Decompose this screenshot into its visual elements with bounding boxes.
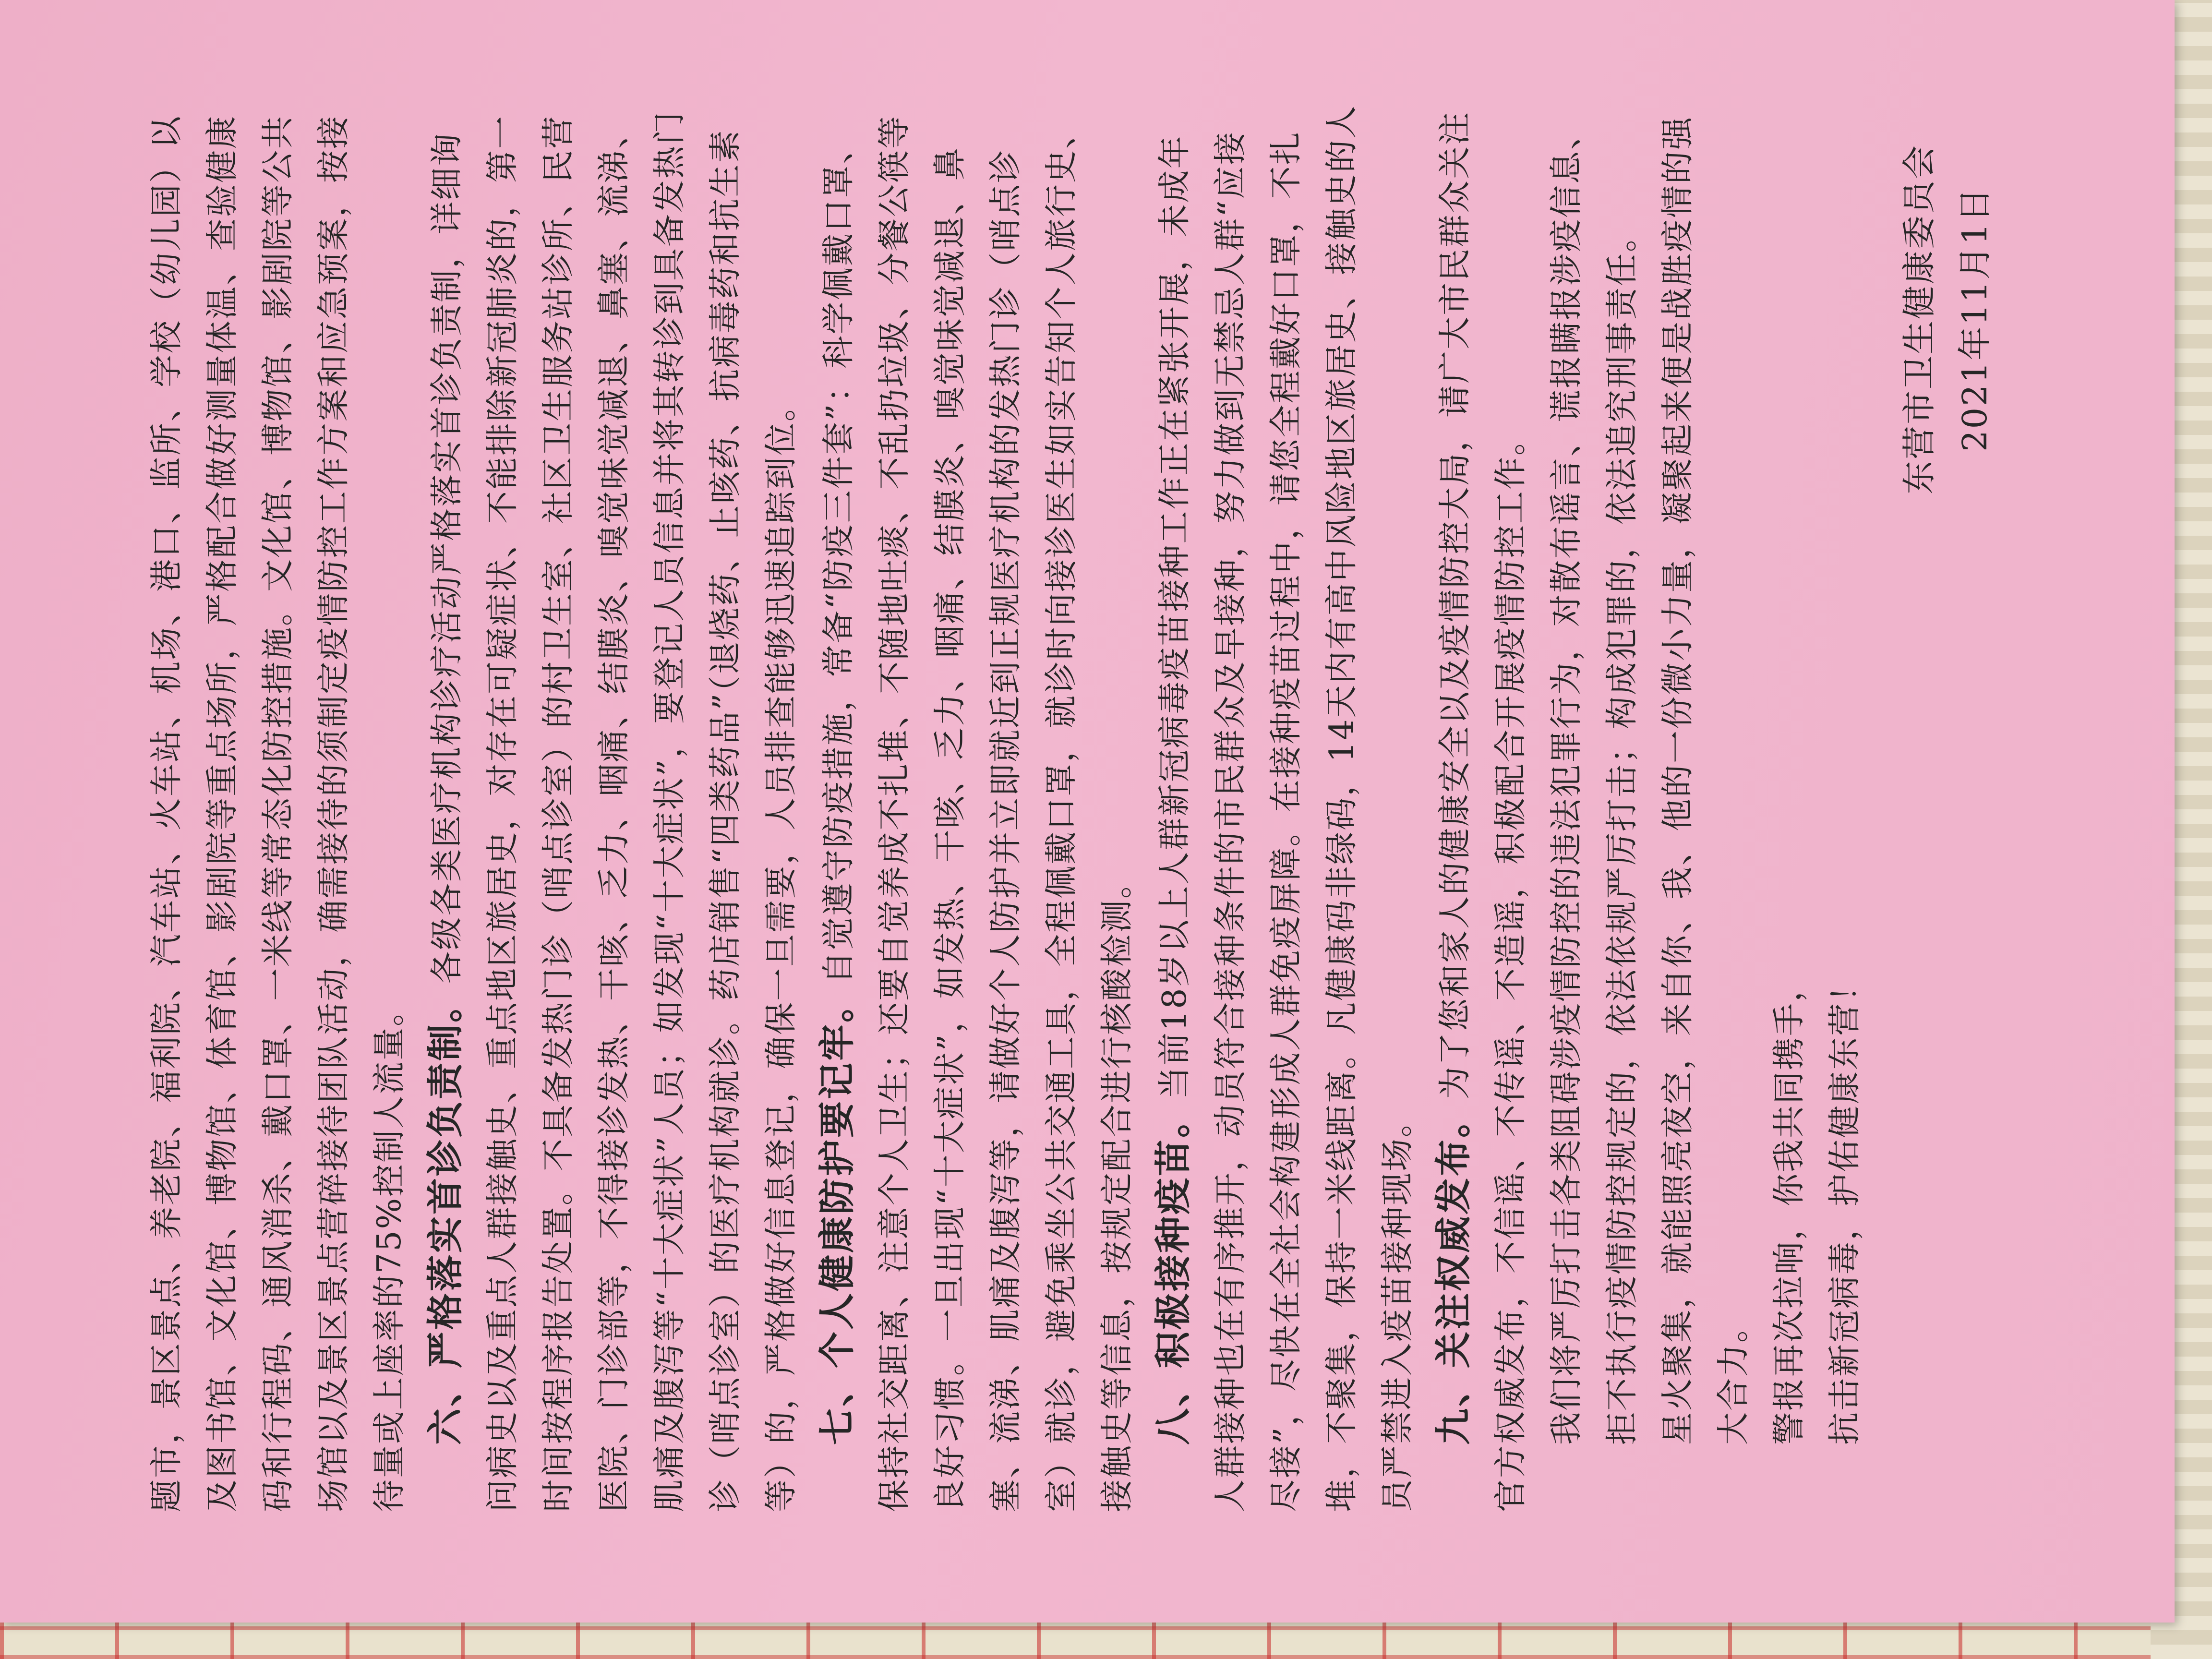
heading-9: 九、关注权威发布。 (1432, 1099, 1475, 1445)
section-8 (1145, 101, 1426, 1512)
section-7 (809, 101, 1145, 1512)
paragraph-9b: 我们将严厉打击各类阻碍涉疫情防控的违法犯罪行为，对散布谣言、谎报瞒报涉疫信息、拒不执行疫情防控规定的，依法依规严厉打击；构成犯罪的，依法追究刑事责任。 (1548, 115, 1641, 1445)
paragraph-intro: 题市，景区景点、养老院、福利院、汽车站、火车站、机场、港口、监所、学校（幼儿园）以及图书馆、文化馆、博物馆、体育馆、影剧院等重点场所，严格配合做好测量体温、查验健康码和行程码、通风消杀、戴口罩、一米线等常态化防控措施。文化馆、博物馆、影剧院等公共场馆以及景区景点营碎接待团队活动，确需接待的须制定疫情防控工作方案和应急预案，按接待量或上座率的75%控制人流量。 (148, 114, 409, 1512)
slogan-line-1: 警报再次拉响，你我共同携手， (1770, 967, 1808, 1445)
signature-date: 2021年11月1日 (1955, 187, 1995, 452)
paragraph-closing-text: 星火聚集，就能照亮夜空，来自你、我、他的一份微小力量，凝聚起来便是战胜疫情的强大合力。 (1659, 115, 1753, 1445)
paragraph-6: 各级各类医疗机构诊疗活动严格落实首诊负责制，详细询问病史以及重点人群接触史、重点地区旅居史，对存在可疑症状、不能排除新冠肺炎的，第一时间按程序报告处置。不具备发热门诊（哨点诊室）的村卫生室、社区卫生服务站诊所、民营医院、门诊部等，不得接诊发热、干咳、乏力、咽痛、结膜炎、嗅觉味觉减退、鼻塞、流涕、肌痛及腹泻等“十大症状”人员；如发现“十大症状”，要登记人员信息并将其转诊到具备发热门诊（哨点诊室）的医疗机构就诊。药店销售“四类药品”（退烧药、止咳药、抗病毒药和抗生素等）的，严格做好信息登记，确保一旦需要，人员排查能够迅速追踪到位。 (428, 110, 800, 1512)
paragraph-closing (1650, 101, 1762, 1512)
section-9b (1539, 101, 1650, 1512)
signature-organization: 东营市卫生健康委员会 (1899, 144, 1939, 494)
section-6 (418, 101, 809, 1512)
heading-7: 七、个人健康防护要记牢。 (816, 984, 858, 1445)
section-9 (1426, 101, 1539, 1512)
paragraph-9a: 为了您和家人的健康安全以及疫情防控大局，请广大市民群众关注官方权威发布，不信谣、不传谣、不造谣，积极配合开展疫情防控工作。 (1436, 110, 1530, 1512)
signature-block (1891, 144, 2003, 494)
paragraph-7: 自觉遵守防疫措施，常备“防疫三件套”：科学佩戴口罩、保持社交距离、注意个人卫生；还要自觉养成不扎堆、不随地吐痰、不乱扔垃圾、分餐公筷等良好习惯。一旦出现“十大症状”，如发热、干咳、乏力、咽痛、结膜炎、嗅觉味觉减退、鼻塞、流涕、肌痛及腹泻等，请做好个人防护并立即就近到正规医疗机构的发热门诊（哨点诊室）就诊，避免乘坐公共交通工具，全程佩戴口罩，就诊时向接诊医生如实告知个人旅行史、接触史等信息，按规定配合进行核酸检测。 (820, 114, 1136, 1512)
heading-6: 六、严格落实首诊负责制。 (424, 984, 467, 1445)
heading-8: 八、积极接种疫苗。 (1152, 1099, 1194, 1445)
slogan-line-2: 抗击新冠病毒，护佑健康东营！ (1826, 967, 1864, 1445)
paragraph-8: 当前18岁以上人群新冠病毒疫苗接种工作正在紧张开展，未成年人群接种也在有序推开，动员符合接种条件的市民群众及早接种，努力做到无禁忌人群“应接尽接”，尽快在全社会构建形成人群免疫屏障。在接种疫苗过程中，请您全程戴好口罩，不扎堆，不聚集，保持一米线距离。凡健康码非绿码，14天内有高中风险地区旅居史、接触史的人员严禁进入疫苗接种现场。 (1156, 104, 1417, 1512)
